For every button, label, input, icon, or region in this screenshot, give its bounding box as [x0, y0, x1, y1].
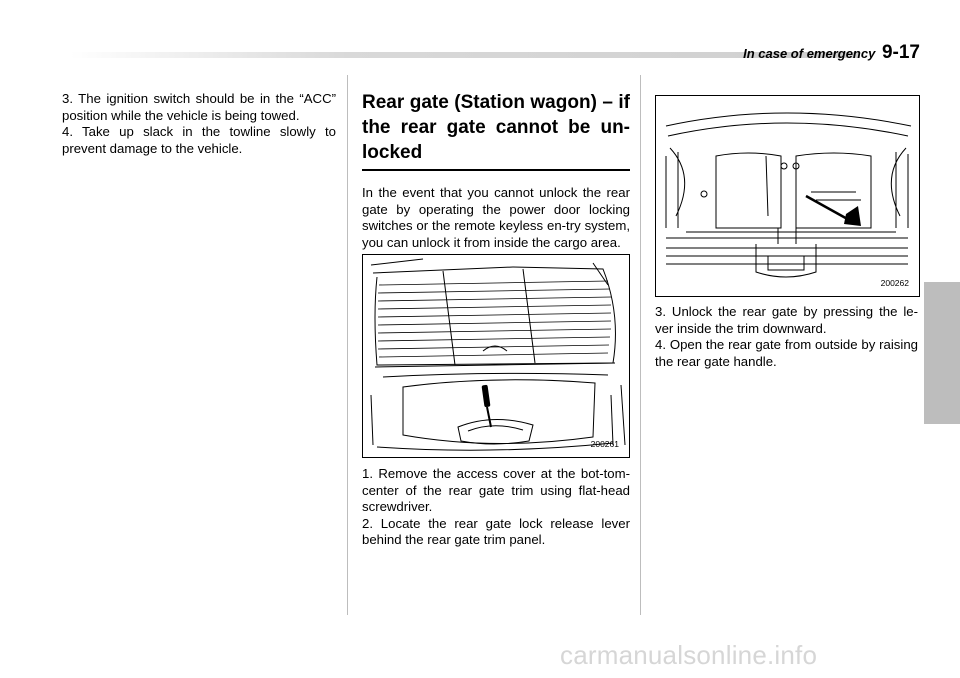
middle-column: [362, 90, 630, 251]
step-4: 4. Open the rear gate from outside by raising the rear gate handle.: [655, 337, 918, 369]
heading-rule: [362, 169, 630, 171]
section-title: In case of emergency: [743, 46, 876, 61]
left-column: [62, 91, 336, 157]
paragraph-ignition: 3. The ignition switch should be in the “ACC” position while the vehicle is being towed.: [62, 91, 336, 123]
figure-release-lever: [655, 95, 920, 297]
figure-rear-gate-trim: [362, 254, 630, 458]
header-bar: [70, 52, 860, 58]
step-3: 3. Unlock the rear gate by pressing the le-ver inside the trim downward.: [655, 304, 918, 336]
figure-id-200262: 200262: [880, 278, 909, 288]
watermark: carmanualsonline.info: [560, 640, 818, 670]
chapter-tab: [924, 282, 960, 424]
step-1: 1. Remove the access cover at the bot-tom-center of the rear gate trim using flat-head screwdriver.: [362, 466, 630, 514]
page-number: 9-17: [881, 42, 920, 63]
right-column-steps: [655, 304, 918, 370]
intro-paragraph: In the event that you cannot unlock the rear gate by operating the power door locking switches or the remote keyless en-try system, you can unlock it from inside the cargo area.: [362, 185, 630, 250]
step-2: 2. Locate the rear gate lock release lever behind the rear gate trim panel.: [362, 515, 630, 547]
release-lever-illustration: [656, 96, 919, 296]
figure-id-200261: 200261: [590, 439, 619, 449]
middle-column-steps: [362, 466, 630, 549]
column-divider-2: [640, 75, 641, 615]
column-divider-1: [347, 75, 348, 615]
header-title: [743, 42, 920, 64]
rear-gate-trim-illustration: [363, 255, 629, 457]
section-heading: Rear gate (Station wagon) – if the rear gate cannot be un-locked: [362, 92, 630, 163]
paragraph-towline: 4. Take up slack in the towline slowly to prevent damage to the vehicle.: [62, 124, 336, 156]
